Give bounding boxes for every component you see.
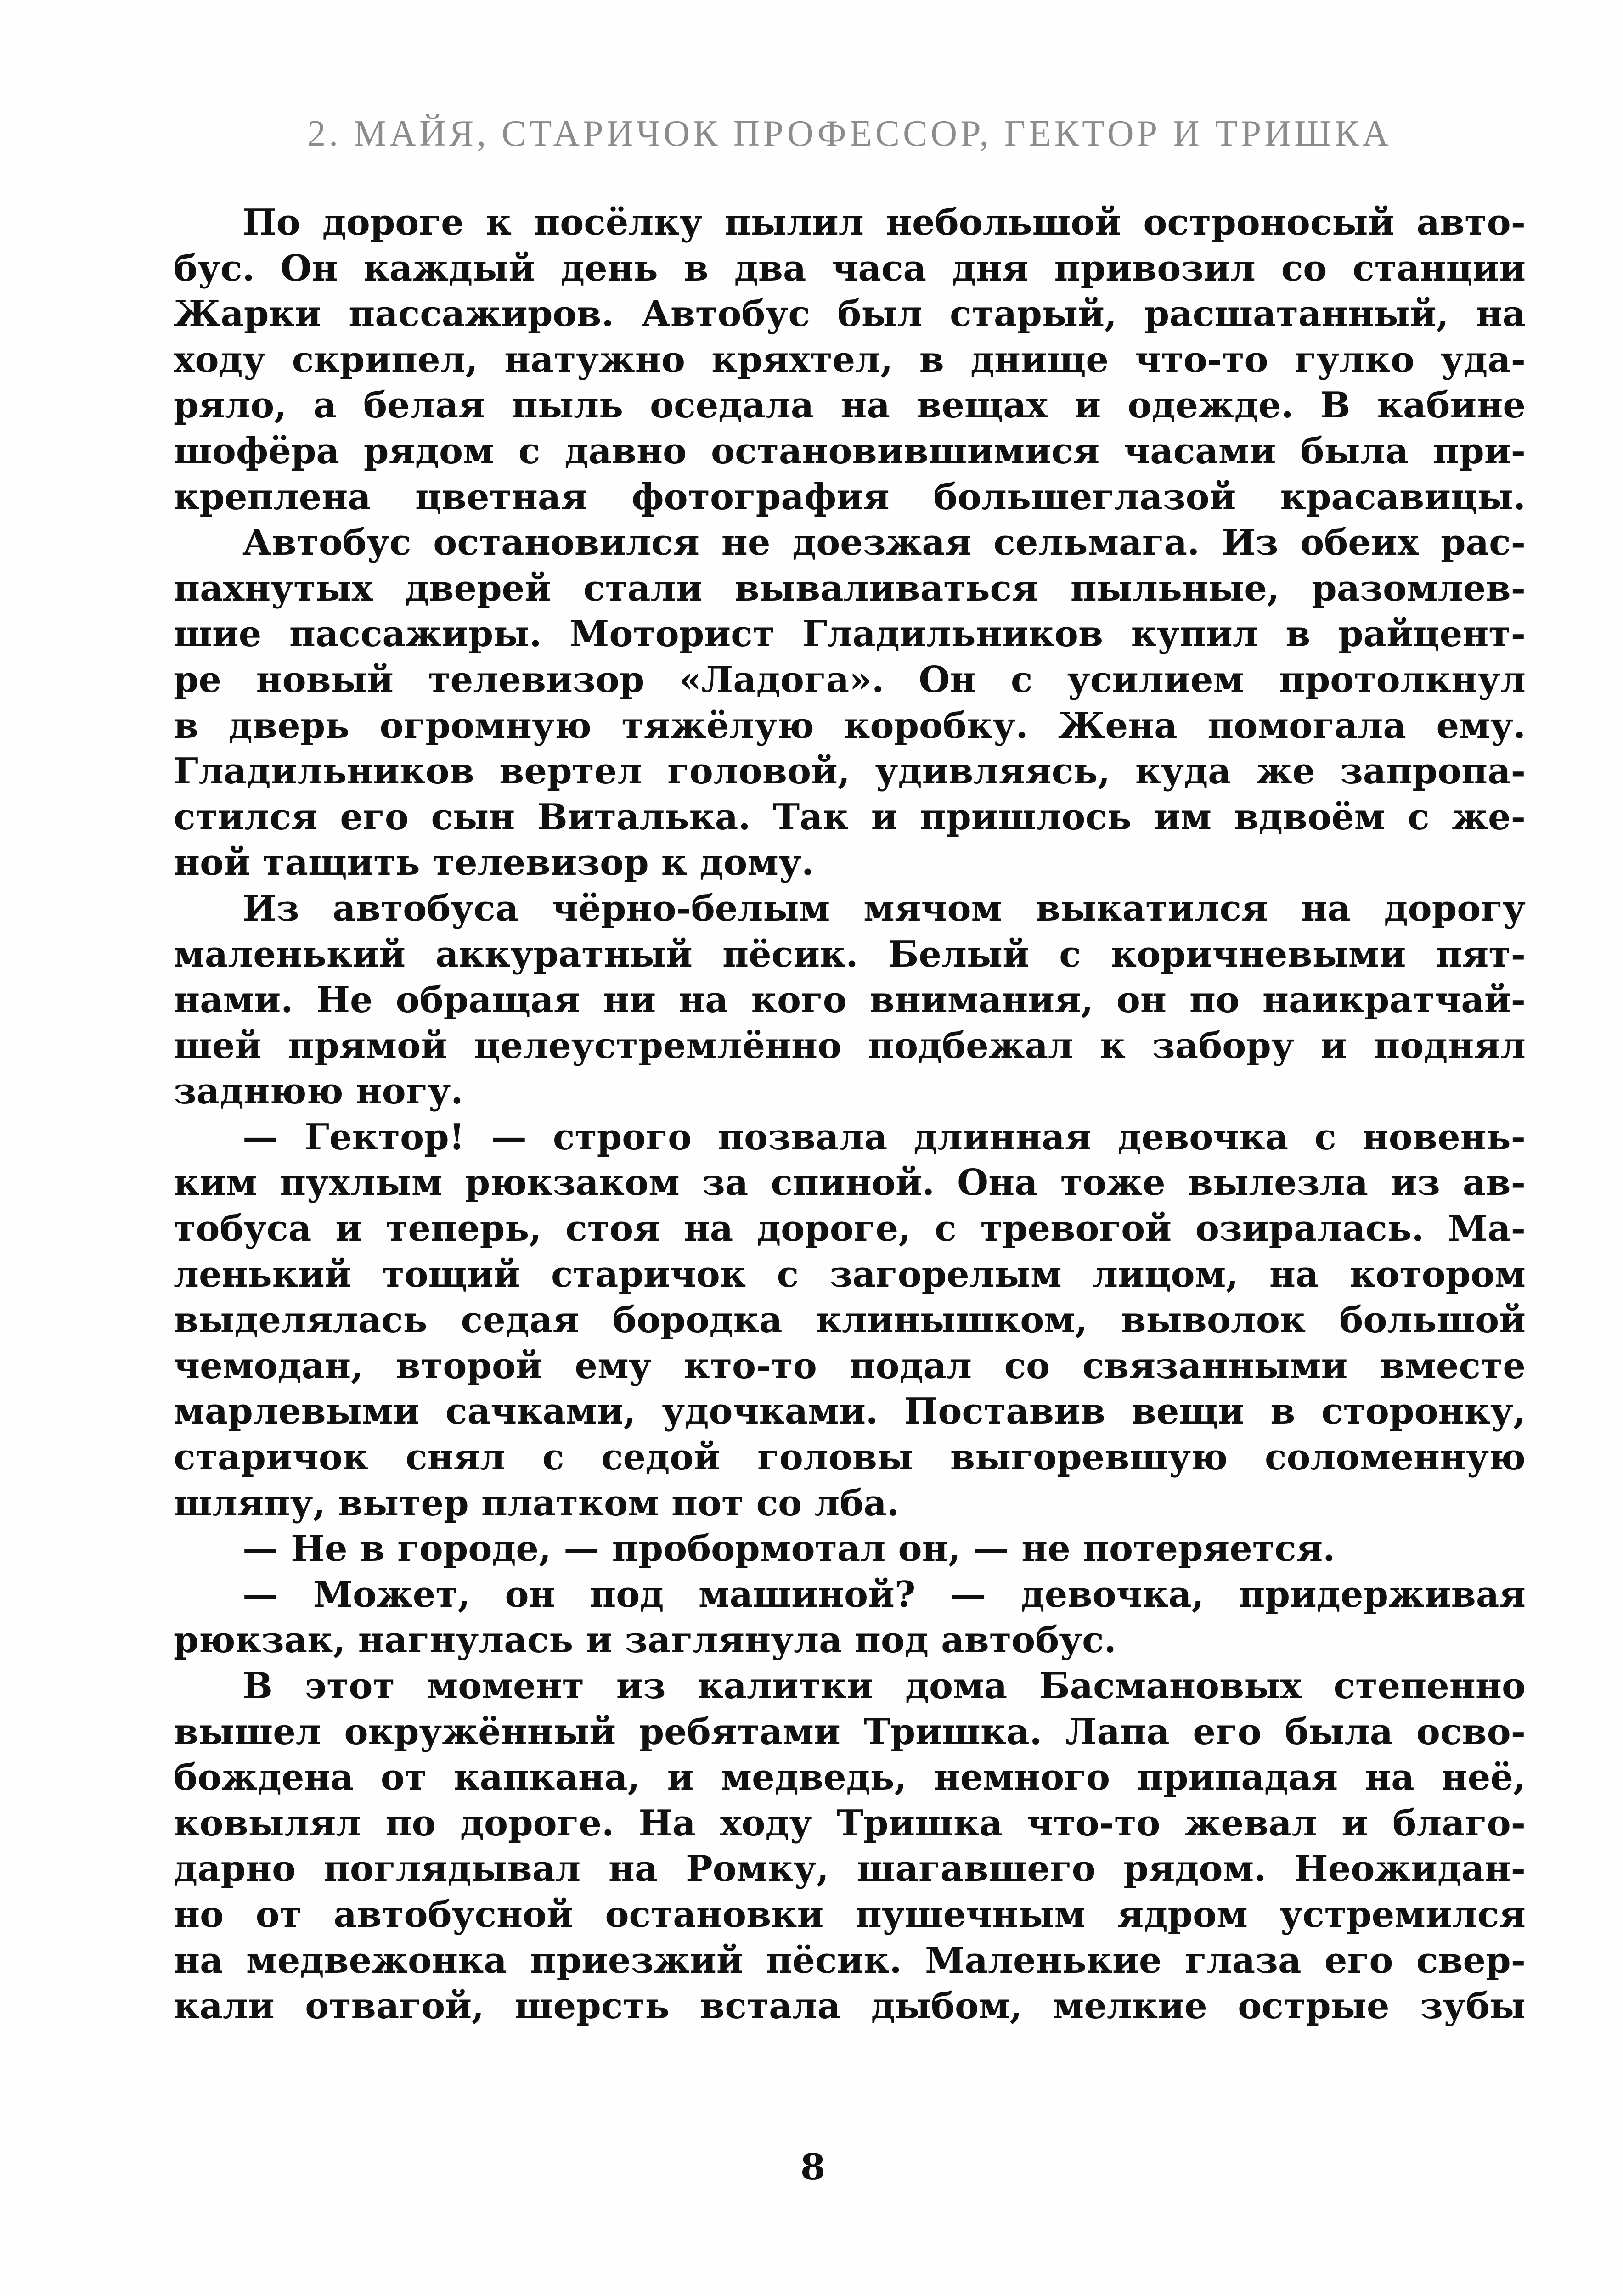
text-line: тобуса и теперь, стоя на дороге, с тревогой озиралась. Ма-	[174, 1208, 1526, 1250]
page-number: 8	[800, 2146, 826, 2188]
text-line: пахнутых дверей стали вываливаться пыльные, разомлев-	[174, 567, 1526, 609]
text-line: выделялась седая бородка клинышком, выволок большой	[174, 1299, 1526, 1341]
text-line: ной тащить телевизор к дому.	[174, 842, 814, 884]
text-line: Автобус остановился не доезжая сельмага. Из обеих рас-	[242, 522, 1526, 564]
body-text	[174, 200, 1526, 2029]
text-line: чемодан, второй ему кто-то подал со связанными вместе	[174, 1345, 1526, 1387]
running-head: 2. МАЙЯ, СТАРИЧОК ПРОФЕССОР, ГЕКТОР И ТРИШКА	[307, 113, 1392, 154]
text-line: дарно поглядывал на Ромку, шагавшего рядом. Неожидан-	[174, 1848, 1526, 1890]
text-line: ким пухлым рюкзаком за спиной. Она тоже вылезла из ав-	[174, 1162, 1526, 1204]
text-line: — Может, он под машиной? — девочка, придерживая	[242, 1573, 1526, 1615]
text-line: ковылял по дороге. На ходу Тришка что-то жевал и благо-	[174, 1802, 1526, 1844]
text-line: нами. Не обращая ни на кого внимания, он по наикратчай-	[174, 979, 1526, 1021]
text-line: вышел окружённый ребятами Тришка. Лапа его была осво-	[174, 1711, 1526, 1753]
text-line: ре новый телевизор «Ладога». Он с усилием протолкнул	[174, 658, 1526, 701]
text-line: Из автобуса чёрно-белым мячом выкатился на дорогу	[242, 887, 1526, 929]
text-line: По дороге к посёлку пылил небольшой остроносый авто-	[242, 202, 1526, 243]
text-line: шие пассажиры. Моторист Гладильников купил в райцент-	[174, 613, 1526, 655]
text-line: рюкзак, нагнулась и заглянула под автобус.	[174, 1619, 1116, 1661]
text-line: бождена от капкана, и медведь, немного припадая на неё,	[174, 1756, 1526, 1799]
text-line: креплена цветная фотография большеглазой красавицы.	[174, 476, 1526, 518]
text-line: старичок снял с седой головы выгоревшую соломенную	[174, 1436, 1526, 1479]
text-line: ходу скрипел, натужно кряхтел, в днище что-то гулко уда-	[174, 338, 1526, 381]
text-line: Гладильников вертел головой, удивляясь, куда же запропа-	[174, 750, 1526, 793]
text-line: Жарки пассажиров. Автобус был старый, расшатанный, на	[174, 293, 1526, 335]
text-line: заднюю ногу.	[174, 1070, 463, 1113]
text-line: но от автобусной остановки пушечным ядром устремился	[174, 1893, 1526, 1936]
text-line: маленький аккуратный пёсик. Белый с коричневыми пят-	[174, 933, 1526, 975]
text-line: стился его сын Виталька. Так и пришлось им вдвоём с же-	[174, 796, 1526, 838]
text-line: ряло, а белая пыль оседала на вещах и одежде. В кабине	[174, 384, 1526, 427]
text-line: шофёра рядом с давно остановившимися часами была при-	[174, 430, 1526, 472]
text-line: — Гектор! — строго позвала длинная девочка с новень-	[242, 1116, 1526, 1158]
text-line: шей прямой целеустремлённо подбежал к забору и поднял	[174, 1024, 1526, 1067]
text-line: в дверь огромную тяжёлую коробку. Жена помогала ему.	[174, 704, 1526, 747]
text-line: ленький тощий старичок с загорелым лицом, на котором	[174, 1253, 1526, 1295]
text-line: — Не в городе, — пробормотал он, — не потеряется.	[242, 1528, 1336, 1570]
text-line: на медвежонка приезжий пёсик. Маленькие глаза его свер-	[174, 1939, 1526, 1981]
text-line: марлевыми сачками, удочками. Поставив вещи в сторонку,	[174, 1390, 1526, 1433]
text-line: В этот момент из калитки дома Басмановых степенно	[242, 1665, 1526, 1707]
text-line: бус. Он каждый день в два часа дня привозил со станции	[174, 247, 1526, 289]
text-line: шляпу, вытер платком пот со лба.	[174, 1482, 900, 1524]
text-line: кали отвагой, шерсть встала дыбом, мелкие острые зубы	[174, 1985, 1526, 2027]
